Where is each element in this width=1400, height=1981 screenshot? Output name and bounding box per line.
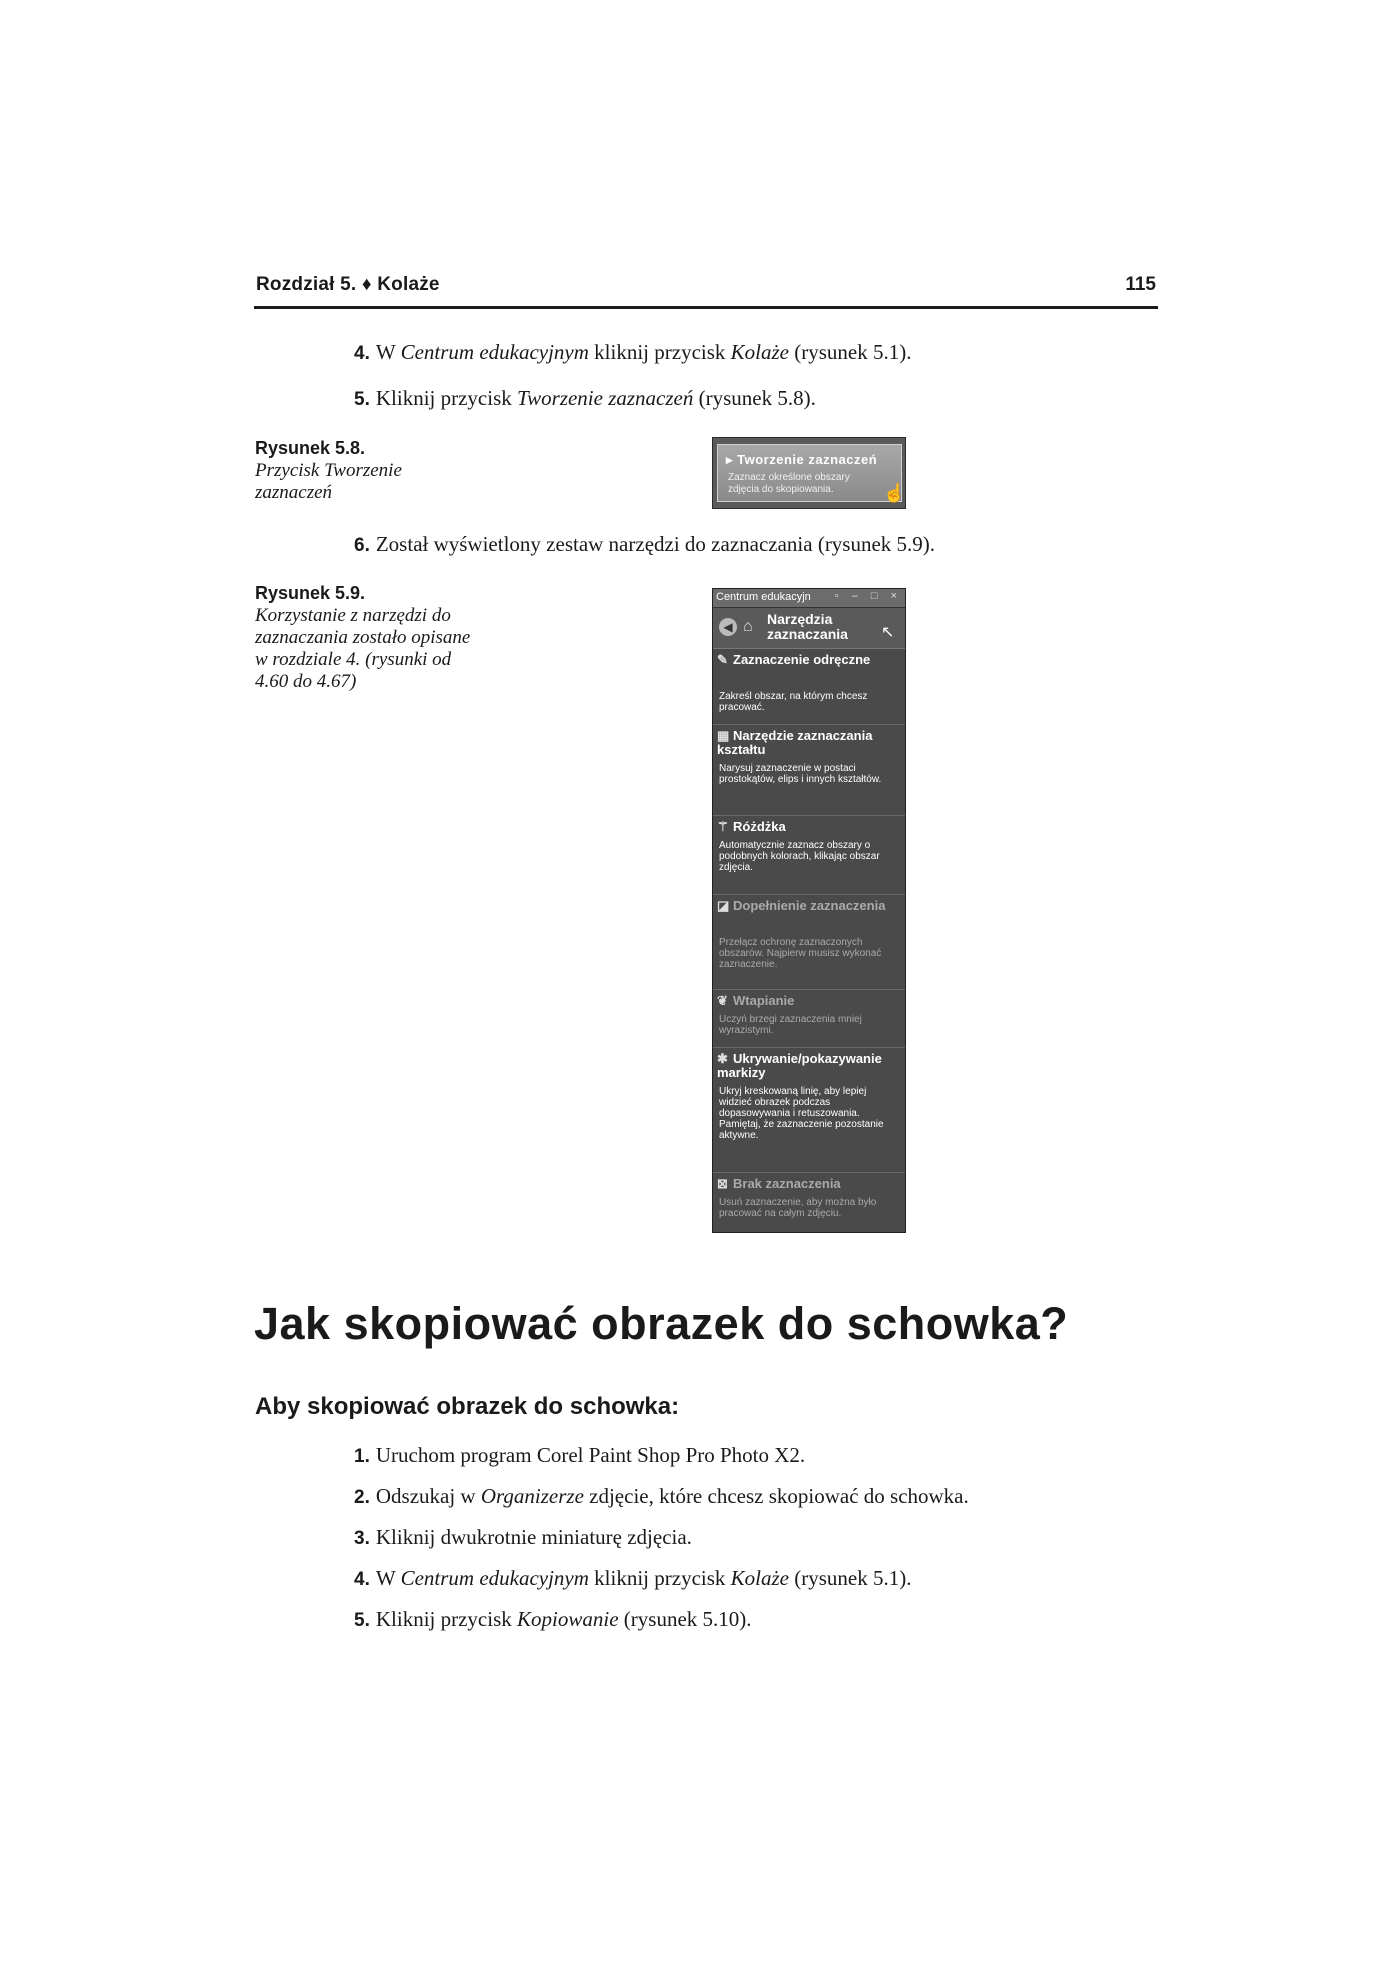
section-subheading: Aby skopiować obrazek do schowka: (255, 1393, 680, 1420)
running-header (254, 272, 1158, 309)
step-5-bottom: 5. Kliknij przycisk Kopiowanie (rysunek 5.10). (354, 1607, 752, 1631)
tool-invert-selection[interactable]: ◪ Dopełnienie zaznaczenia Przełącz ochronę zaznaczonych obszarów. Najpierw musisz wykonać zaznaczenie. (713, 895, 905, 990)
marquee-icon: ✱ (717, 1051, 728, 1066)
arrow-cursor-icon: ↖ (881, 624, 895, 641)
hand-cursor-icon: ☝ (883, 483, 906, 503)
page-number: 115 (1125, 274, 1156, 295)
triangle-icon: ▸ (726, 452, 738, 467)
figure-5-8-screenshot (712, 437, 906, 509)
back-arrow-icon[interactable]: ◀ (719, 618, 737, 636)
window-controls[interactable]: ▫ – □ × (834, 590, 902, 602)
freehand-icon: ✎ (717, 652, 728, 667)
figure-description: Korzystanie z narzędzi do zaznaczania zostało opisane w rozdziale 4. (rysunki od 4.60 do 4.67) (255, 605, 471, 692)
invert-icon: ◪ (717, 898, 730, 913)
step-1-bottom: 1. Uruchom program Corel Paint Shop Pro Photo X2. (354, 1443, 806, 1467)
step-4-bottom: 4. W Centrum edukacyjnym kliknij przycisk Kolaże (rysunek 5.1). (354, 1566, 912, 1590)
step-4-top: 4. W Centrum edukacyjnym kliknij przycisk Kolaże (rysunek 5.1). (354, 340, 912, 364)
step-3-bottom: 3. Kliknij dwukrotnie miniaturę zdjęcia. (354, 1525, 692, 1549)
wand-icon: ⚚ (717, 819, 729, 834)
section-heading: Jak skopiować obrazek do schowka? (254, 1298, 1069, 1349)
tool-shape-selection[interactable]: ▦ Narzędzie zaznaczania kształtu Narysuj zaznaczenie w postaci prostokątów, elips i innych kształtów. (713, 725, 905, 816)
shape-icon: ▦ (717, 728, 730, 743)
figure-label: Rysunek 5.9. (255, 583, 366, 603)
tool-feather[interactable]: ❦ Wtapianie Uczyń brzegi zaznaczenia mniej wyrazistymi. (713, 990, 905, 1048)
home-icon[interactable]: ⌂ (743, 618, 753, 635)
panel-nav (713, 608, 905, 649)
step-6-top: 6. Został wyświetlony zestaw narzędzi do zaznaczania (rysunek 5.9). (354, 532, 936, 556)
step-2-bottom: 2. Odszukaj w Organizerze zdjęcie, które chcesz skopiować do schowka. (354, 1484, 969, 1508)
figure-5-8-caption (255, 437, 475, 504)
figure-label: Rysunek 5.8. (255, 438, 366, 458)
create-selection-button[interactable]: ▸ Tworzenie zaznaczeń Zaznacz określone obszary zdjęcia do skopiowania. ☝ (717, 444, 902, 502)
learning-center-panel (712, 588, 906, 1233)
feather-icon: ❦ (717, 993, 728, 1008)
panel-title: Centrum edukacyjn (716, 591, 811, 603)
nav-label: Narzędzia zaznaczania (767, 611, 848, 642)
figure-5-9-caption (255, 582, 475, 693)
step-5-top: 5. Kliknij przycisk Tworzenie zaznaczeń (rysunek 5.8). (354, 386, 816, 410)
panel-titlebar (713, 589, 905, 608)
tool-no-selection[interactable]: ⊠ Brak zaznaczenia Usuń zaznaczenie, aby można było pracować na całym zdjęciu. (717, 1176, 877, 1219)
tool-hide-marquee[interactable]: ✱ Ukrywanie/pokazywanie markizy Ukryj kreskowaną linię, aby lepiej widzieć obrazek podczas dopasowywania i retuszowania. Pamiętaj, że zaznaczenie pozostanie aktywne. (713, 1048, 905, 1173)
tool-freehand[interactable]: ✎ Zaznaczenie odręczne Zakreśl obszar, na którym chcesz pracować. (713, 649, 905, 725)
figure-description: Przycisk Tworzenie zaznaczeń (255, 460, 402, 503)
noselect-icon: ⊠ (717, 1176, 728, 1191)
chapter-title: Rozdział 5. ♦ Kolaże (256, 274, 440, 295)
tool-magic-wand[interactable]: ⚚ Różdżka Automatycznie zaznacz obszary o podobnych kolorach, klikając obszar zdjęcia. (713, 816, 905, 895)
